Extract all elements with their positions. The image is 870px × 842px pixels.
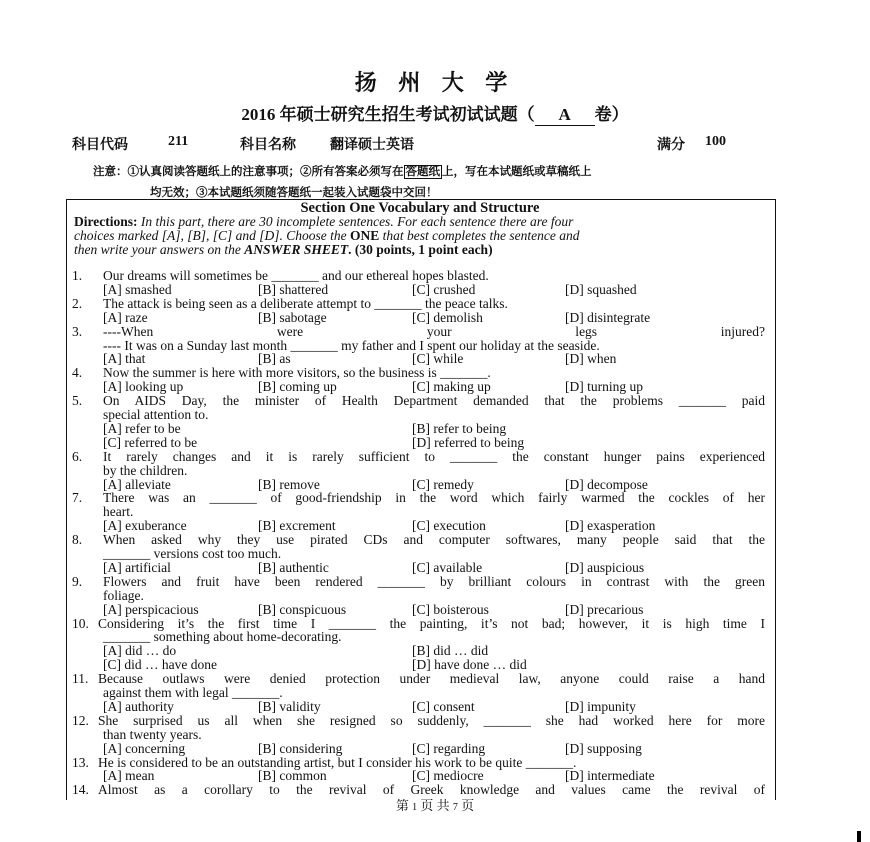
question-text-line: Almost as a corollary to the revival of Greek knowledge and values came the revival of — [98, 782, 765, 798]
answer-option: [B] remove — [258, 476, 320, 492]
answer-option: [D] auspicious — [565, 559, 645, 575]
question-text-line: The attack is being seen as a deliberate attempt to _______ the peace talks. — [103, 295, 508, 311]
exam-title-prefix: 2016 年硕士研究生招生考试初试试题（ — [241, 105, 535, 124]
answer-option: [B] as — [258, 351, 291, 367]
answer-option: [A] alleviate — [103, 476, 171, 492]
notice-text-1b: 上，写在本试题纸或草稿纸上 — [442, 166, 592, 178]
paper-version: A — [535, 105, 595, 126]
question-number: 3. — [72, 323, 83, 339]
answer-option: [C] regarding — [412, 740, 486, 756]
answer-option: [A] mean — [103, 768, 155, 784]
answer-option: [A] that — [103, 351, 146, 367]
answer-option: [C] remedy — [412, 476, 474, 492]
directions-line-2 — [74, 229, 764, 243]
question-number: 13. — [72, 754, 89, 770]
question-text-line: Because outlaws were denied protection under medieval law, anyone could raise a hand — [98, 671, 765, 687]
footer-page-total: 7 — [452, 802, 458, 813]
answer-option: [C] making up — [412, 379, 491, 395]
answer-option: [A] exuberance — [103, 518, 187, 534]
answer-option: [B] excrement — [258, 518, 336, 534]
question-text-line: She surprised us all when she resigned so suddenly, _______ she had worked here for more — [98, 712, 765, 728]
question-text-line: There was an _______ of good-friendship in the word which fairly warmed the cockles of her — [103, 490, 765, 506]
answer-option: [C] mediocre — [412, 768, 484, 784]
question-text-line: against them with legal _______. — [103, 685, 283, 700]
answer-option: [B] coming up — [258, 379, 337, 395]
exam-title — [0, 100, 870, 126]
answer-option: [A] raze — [103, 309, 148, 325]
answer-option: [D] have done … did — [412, 657, 527, 673]
answer-option: [B] shattered — [258, 281, 329, 297]
answer-option: [B] conspicuous — [258, 601, 347, 617]
university-name: 扬 州 大 学 — [354, 70, 516, 95]
answer-option: [D] precarious — [565, 601, 644, 617]
question-number: 11. — [72, 671, 89, 687]
answer-option: [C] while — [412, 351, 464, 367]
answer-option: [A] refer to be — [103, 420, 181, 436]
section-title: Section One Vocabulary and Structure — [300, 200, 540, 216]
answer-option: [D] turning up — [565, 379, 643, 395]
question-text-line: heart. — [103, 504, 134, 520]
footer-prefix: 第 — [395, 798, 409, 813]
answer-option: [B] authentic — [258, 559, 329, 575]
answer-option: [D] when — [565, 351, 617, 367]
directions-label: Directions: — [74, 214, 138, 229]
question-text-line: Flowers and fruit have been rendered _______ by brilliant colours in contrast with the green — [103, 573, 765, 589]
question-text-line: On AIDS Day, the minister of Health Department demanded that the problems _______ paid — [103, 393, 765, 409]
answer-option: [D] supposing — [565, 740, 642, 756]
answer-option: [B] sabotage — [258, 309, 327, 325]
answer-sheet-box: 答题纸 — [405, 166, 440, 178]
answer-option: [A] smashed — [103, 281, 172, 297]
subject-name-label: 科目名称 — [240, 138, 296, 153]
subject-name: 翻译硕士英语 — [330, 138, 414, 153]
subject-code-label: 科目代码 — [72, 138, 128, 153]
question-number: 6. — [72, 448, 83, 464]
directions-points: . (30 points, 1 point each) — [348, 242, 493, 257]
answer-option: [C] crushed — [412, 281, 476, 297]
answer-option: [D] exasperation — [565, 518, 656, 534]
answer-option: [C] referred to be — [103, 434, 198, 450]
question-number: 12. — [72, 712, 89, 728]
notice-line-2: 均无效；③本试题纸须随答题纸一起装入试题袋中交回！ — [150, 187, 438, 199]
footer-suffix: 页 — [461, 798, 475, 813]
answer-option: [B] refer to being — [412, 420, 507, 436]
scan-mark — [857, 831, 861, 842]
question-text-line: special attention to. — [103, 407, 209, 422]
directions-text-1: In this part, there are 30 incomplete sentences. For each sentence there are four — [140, 214, 574, 229]
question-number: 5. — [72, 393, 83, 409]
answer-option: [D] squashed — [565, 281, 637, 297]
directions-one: ONE — [350, 228, 380, 243]
directions-text-3: then write your answers on the — [74, 242, 241, 257]
directions-line-1 — [74, 215, 764, 229]
question-text-line: When asked why they use pirated CDs and computer softwares, many people said that the — [103, 532, 765, 548]
question-number: 2. — [72, 295, 83, 311]
answer-option: [B] validity — [258, 698, 321, 714]
question-text-line: than twenty years. — [103, 726, 202, 742]
question-text-line: Considering it’s the first time I _______ the painting, it’s not bad; however, it is high time I — [98, 615, 765, 631]
directions-text-2: choices marked [A], [B], [C] and [D]. Choose the — [74, 228, 347, 243]
directions-text-2b: that best completes the sentence and — [382, 228, 580, 243]
question-text-line: _______ something about home-decorating. — [103, 629, 342, 645]
answer-option: [B] common — [258, 768, 327, 784]
answer-option: [B] considering — [258, 740, 343, 756]
answer-option: [D] decompose — [565, 476, 648, 492]
question-number: 8. — [72, 532, 83, 548]
question-text-line: Our dreams will sometimes be _______ and our ethereal hopes blasted. — [103, 268, 489, 283]
question-text-line: foliage. — [103, 587, 144, 603]
question-text-line: ---- It was on a Sunday last month _______ my father and I spent our holiday at the seaside. — [103, 337, 600, 353]
full-score-label: 满分 — [657, 138, 685, 153]
question-number: 1. — [72, 268, 83, 283]
question-text-line: ----When were your legs injured? — [103, 323, 765, 339]
question-number: 7. — [72, 490, 83, 506]
answer-option: [A] perspicacious — [103, 601, 199, 617]
question-text-line: by the children. — [103, 462, 188, 478]
answer-option: [C] available — [412, 559, 483, 575]
question-text-line: He is considered to be an outstanding artist, but I consider his work to be quite _______. — [98, 754, 577, 770]
footer-mid: 页 共 — [420, 798, 450, 813]
answer-option: [C] execution — [412, 518, 486, 534]
question-text-line: _______ versions cost too much. — [103, 546, 282, 561]
notice-text-1a: ①认真阅读答题纸上的注意事项；②所有答案必须写在 — [127, 166, 404, 178]
directions-line-3 — [74, 243, 764, 257]
footer-page-number: 1 — [412, 802, 418, 813]
answer-option: [D] disintegrate — [565, 309, 651, 325]
question-number: 9. — [72, 573, 83, 589]
answer-option: [C] did … have done — [103, 657, 217, 673]
full-score: 100 — [705, 134, 726, 149]
question-number: 10. — [72, 615, 89, 631]
answer-option: [C] demolish — [412, 309, 483, 325]
question-number: 4. — [72, 365, 83, 381]
question-text-line: Now the summer is here with more visitors, so the business is _______. — [103, 365, 491, 381]
answer-option: [A] artificial — [103, 559, 171, 575]
answer-option: [D] impunity — [565, 698, 636, 714]
page-footer — [0, 795, 870, 814]
answer-option: [A] looking up — [103, 379, 184, 395]
answer-option: [D] referred to being — [412, 434, 525, 450]
answer-option: [C] boisterous — [412, 601, 489, 617]
directions-answer-sheet: ANSWER SHEET — [244, 242, 349, 257]
exam-title-suffix: 卷） — [594, 105, 629, 124]
answer-option: [C] consent — [412, 698, 475, 714]
question-text-line: It rarely changes and it is rarely sufficient to _______ the constant hunger pains experienced — [103, 448, 765, 464]
answer-option: [A] concerning — [103, 740, 186, 756]
subject-code: 211 — [168, 134, 189, 149]
answer-option: [A] authority — [103, 698, 174, 714]
answer-option: [A] did … do — [103, 643, 177, 659]
answer-option: [B] did … did — [412, 643, 489, 659]
notice-label: 注意： — [93, 166, 128, 178]
question-number: 14. — [72, 782, 89, 798]
answer-option: [D] intermediate — [565, 768, 655, 784]
notice-line-1 — [93, 163, 773, 179]
